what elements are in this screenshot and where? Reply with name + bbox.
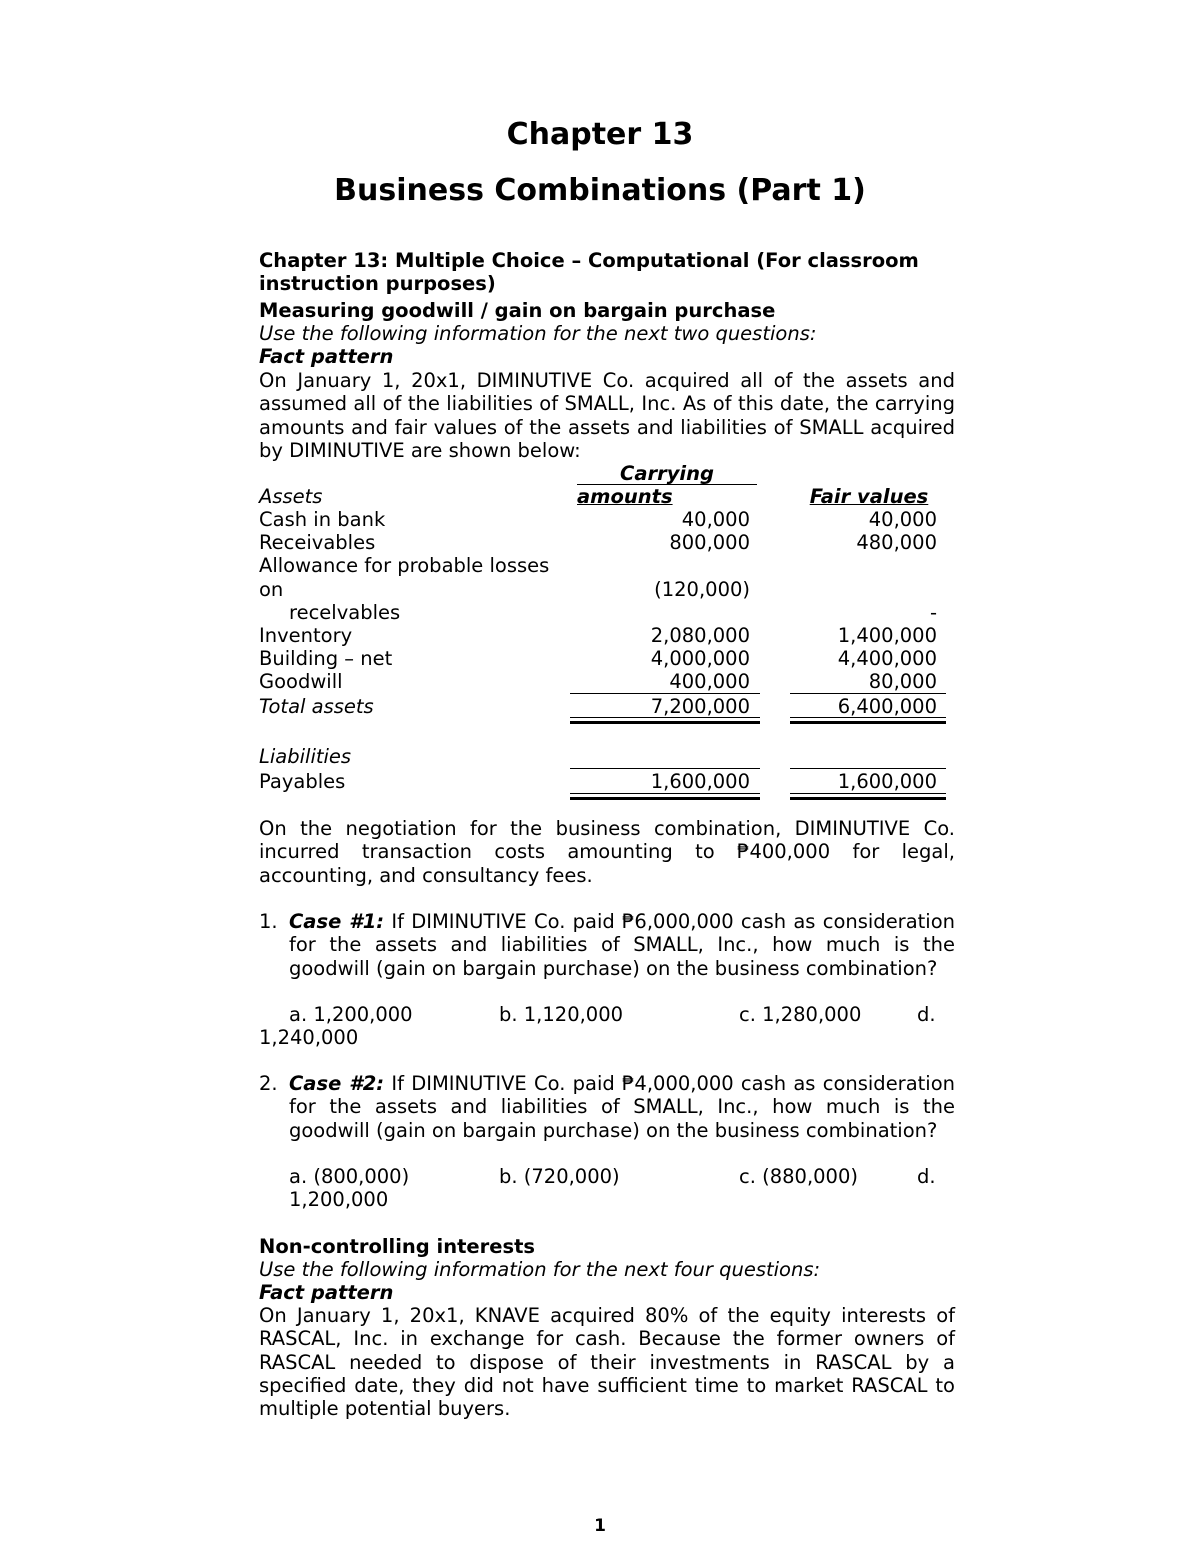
table-row: Cash in bank 40,000 40,000 bbox=[259, 508, 937, 531]
carrying-header-line2: amounts bbox=[577, 485, 673, 508]
question-number: 1. bbox=[259, 910, 278, 933]
fact-pattern-label-2: Fact pattern bbox=[259, 1281, 394, 1304]
option-a[interactable]: a. 1,200,000 bbox=[289, 1003, 413, 1026]
question-1 bbox=[259, 910, 955, 1050]
option-c[interactable]: c. 1,280,000 bbox=[739, 1003, 862, 1026]
payables-double-rule bbox=[570, 793, 760, 800]
table-row: Receivables 800,000 480,000 bbox=[259, 531, 937, 554]
option-c[interactable]: c. (880,000) bbox=[739, 1165, 858, 1188]
option-d-label[interactable]: d. bbox=[917, 1165, 936, 1188]
page-number: 1 bbox=[594, 1516, 606, 1536]
table-row: Building – net 4,000,000 4,400,000 bbox=[259, 647, 937, 670]
chapter-title: Chapter 13 bbox=[506, 117, 694, 152]
topic-heading-2: Non-controlling interests bbox=[259, 1235, 536, 1258]
table-row: Allowance for probable losses bbox=[259, 554, 550, 577]
total-double-rule bbox=[570, 717, 760, 724]
payables-rule bbox=[570, 768, 760, 769]
section-heading: Chapter 13: Multiple Choice – Computational (For classroom instruction purposes) bbox=[259, 249, 919, 296]
option-b[interactable]: b. (720,000) bbox=[499, 1165, 620, 1188]
fair-values-header: Fair values bbox=[809, 485, 929, 508]
option-d-value[interactable]: 1,200,000 bbox=[289, 1188, 389, 1211]
question-text: Case #2: If DIMINUTIVE Co. paid ₱4,000,000 cash as consideration for the assets and liabilities of SMALL, Inc., how much is the goodwill (gain on bargain purchase) on the business combination? bbox=[289, 1072, 956, 1142]
table-row: Goodwill 400,000 80,000 bbox=[259, 670, 937, 693]
option-a[interactable]: a. (800,000) bbox=[289, 1165, 410, 1188]
table-row: recelvables - bbox=[289, 601, 937, 624]
negotiation-paragraph: On the negotiation for the business combination, DIMINUTIVE Co. incurred transaction costs amounting to ₱400,000 for legal, accounting, and consultancy fees. bbox=[259, 817, 955, 887]
fact-pattern-label: Fact pattern bbox=[259, 345, 394, 368]
fact-pattern-paragraph: On January 1, 20x1, DIMINUTIVE Co. acquired all of the assets and assumed all of the liabilities of SMALL, Inc. As of this date, the carrying amounts and fair values of the assets and liabilities of SMALL acquired by DIMINUTIVE are shown below: bbox=[259, 369, 955, 462]
carrying-header-line1: Carrying bbox=[620, 462, 714, 485]
option-d-value[interactable]: 1,240,000 bbox=[259, 1026, 359, 1049]
payables-row: Payables 1,600,000 1,600,000 bbox=[259, 770, 937, 793]
instructions-text: Use the following information for the next two questions: bbox=[259, 322, 817, 345]
liabilities-label: Liabilities bbox=[259, 745, 352, 768]
total-double-rule bbox=[790, 717, 946, 724]
option-d-label[interactable]: d. bbox=[917, 1003, 936, 1026]
table-row: on (120,000) bbox=[259, 578, 750, 601]
payables-double-rule bbox=[790, 793, 946, 800]
total-assets-row: Total assets 7,200,000 6,400,000 bbox=[259, 695, 937, 718]
question-2 bbox=[259, 1072, 955, 1212]
assets-label: Assets bbox=[259, 485, 323, 508]
option-b[interactable]: b. 1,120,000 bbox=[499, 1003, 624, 1026]
document-title: Business Combinations (Part 1) bbox=[334, 173, 866, 208]
subtotal-rule bbox=[570, 693, 760, 694]
payables-rule bbox=[790, 768, 946, 769]
table-row: Inventory 2,080,000 1,400,000 bbox=[259, 624, 937, 647]
subtotal-rule bbox=[790, 693, 946, 694]
question-text: Case #1: If DIMINUTIVE Co. paid ₱6,000,000 cash as consideration for the assets and liabilities of SMALL, Inc., how much is the goodwill (gain on bargain purchase) on the business combination? bbox=[289, 910, 956, 980]
question-number: 2. bbox=[259, 1072, 278, 1095]
instructions-text-2: Use the following information for the next four questions: bbox=[259, 1258, 821, 1281]
topic-heading: Measuring goodwill / gain on bargain purchase bbox=[259, 299, 776, 322]
fact-pattern-paragraph-2: On January 1, 20x1, KNAVE acquired 80% of the equity interests of RASCAL, Inc. in exchange for cash. Because the former owners of RASCAL needed to dispose of their investments in RASCAL by a specified date, they did not have sufficient time to market RASCAL to multiple potential buyers. bbox=[259, 1304, 955, 1421]
